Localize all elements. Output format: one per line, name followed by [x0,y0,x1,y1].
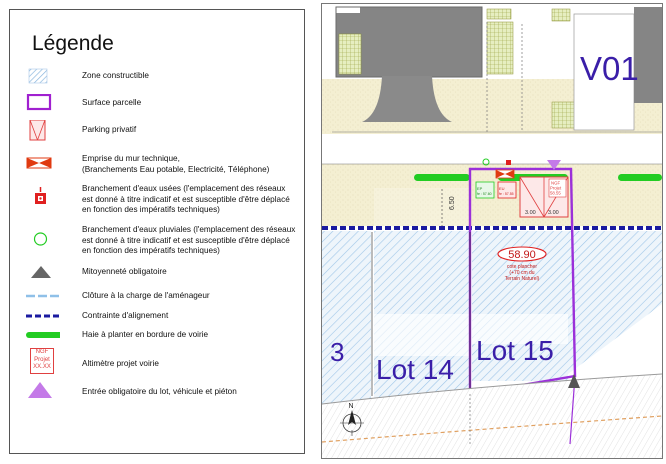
hedge [414,174,470,181]
legend-label: Altimètre projet voirie [82,359,159,368]
legend-panel [9,9,305,454]
green-bar-icon [26,328,60,350]
legend-label: Branchement d'eaux pluviales (l'emplacement des réseaux est donné à titre indicatif et est susceptible d'être déplacé en fonction des impératifs techniques) [82,225,296,255]
elevation-value: 58.90 [508,249,536,261]
label-lot-3: 3 [330,337,345,367]
purple-triangle-icon [26,382,60,404]
legend-label: Parking privatif [82,125,137,134]
zone-constructible-left [322,231,371,411]
green-circle-icon [26,225,60,247]
bowtie-red-icon [26,154,60,176]
legend-title: Légende [32,32,114,55]
legend-label: Branchement d'eaux usées (l'emplacement des réseaux est donné à titre indicatif et est susceptible d'être déplacé en fonction des impératifs techniques) [82,184,290,214]
parking-cross-box-icon [26,120,60,142]
water-outlet-red-icon [26,184,60,206]
dimension-vertical: 6.50 [449,196,456,210]
legend-label: Mitoyenneté obligatoire [82,267,167,276]
light-blue-dash-line-icon [26,289,60,311]
svg-text:Terrain Naturel): Terrain Naturel) [504,276,540,282]
dimension-parking-right: 3.00 [548,210,559,216]
terrace-grid [339,34,361,74]
site-plan-map [321,3,663,459]
wastewater-outlet [506,160,511,165]
grey-triangle-icon [26,266,60,288]
svg-text:58.55: 58.55 [550,190,561,196]
legend-label: Clôture à la charge de l'aménageur [82,291,210,300]
hatch-blue-square-icon [26,68,60,90]
svg-text:Projet: Projet [550,185,562,191]
legend-label: Contrainte d'alignement [82,311,169,320]
legend-label: Entrée obligatoire du lot, véhicule et piéton [82,387,237,396]
svg-text:fe : 57.60: fe : 57.60 [477,192,492,196]
svg-text:fe : 57.55: fe : 57.55 [499,192,514,196]
legend-label: Emprise du mur technique, (Branchements Eau potable, Electricité, Téléphone) [82,154,270,174]
svg-text:EP: EP [477,186,483,191]
svg-text:NGF: NGF [551,180,561,186]
purple-rectangle-icon [26,94,60,116]
dimension-parking-left: 3.00 [525,210,536,216]
hedge [618,174,662,181]
label-v01: V01 [580,50,639,87]
ngf-box-icon: NGF Projet XX.XX [30,348,54,374]
label-lot-15: Lot 15 [476,335,554,366]
legend-label: Haie à planter en bordure de voirie [82,330,209,339]
site-plan-svg [322,4,662,458]
terrace-grid [487,22,513,74]
svg-text:N: N [348,403,354,410]
zone-constructible-right [568,231,662,374]
legend-label: Surface parcelle [82,98,142,107]
svg-text:EU: EU [499,186,505,191]
label-lot-14: Lot 14 [376,354,454,385]
svg-text:cote plancher: cote plancher [506,264,538,270]
svg-text:(+70 cm du: (+70 cm du [509,270,535,276]
legend-label: Zone constructible [82,71,149,80]
